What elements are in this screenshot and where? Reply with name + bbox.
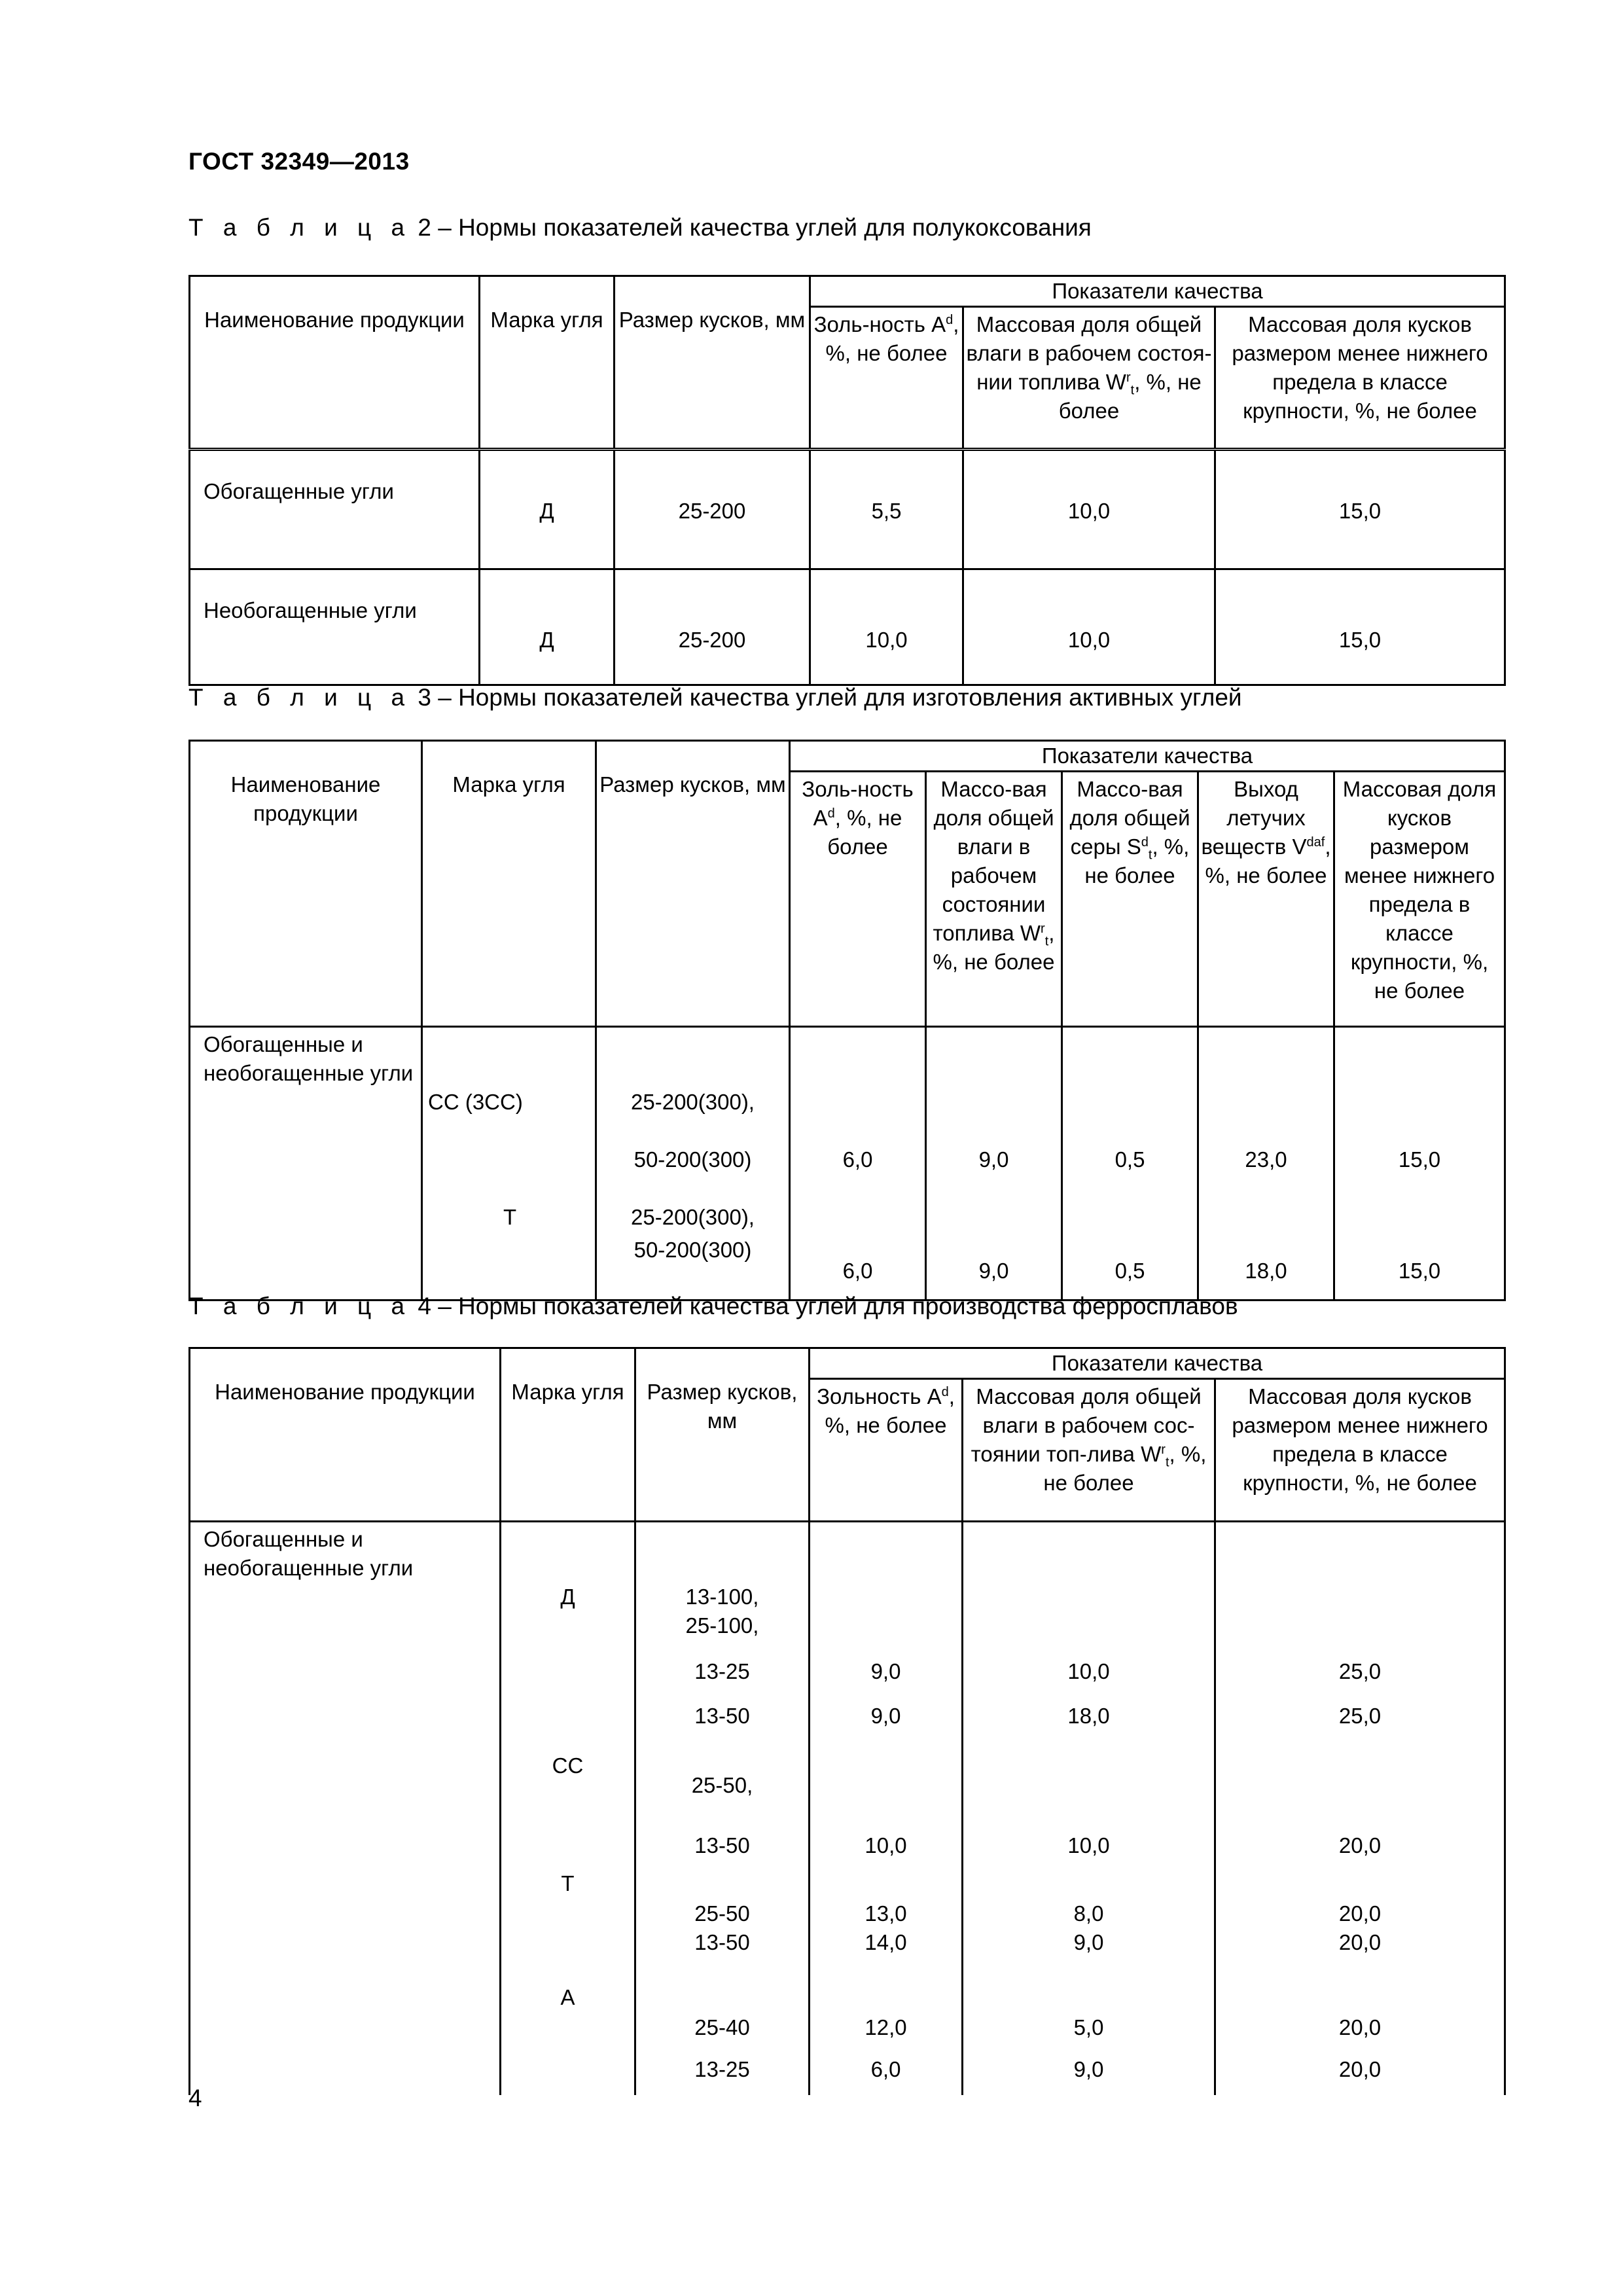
t4-lumps: 25,0 <box>1338 1659 1382 1683</box>
t3-cell-product: Обогащенные и необогащенные угли <box>190 1027 422 1300</box>
table-row <box>190 569 1505 685</box>
t2-header-ash: Золь-ность $A^d$, %, не более <box>810 307 963 450</box>
t4-cell-lumps <box>1215 1522 1505 2095</box>
t4-size: 13-25 <box>694 1659 750 1683</box>
t4-header-product: Наименование продукции <box>190 1348 501 1522</box>
t2-cell-lumps: 15,0 <box>1215 450 1505 569</box>
t4-header-moisture: Массовая доля общей влаги в рабочем сос-тоянии топ-лива $W^r_t$, %, не более <box>963 1379 1215 1522</box>
t4-header-quality: Показатели качества <box>810 1348 1505 1379</box>
t3-cell-lumps <box>1334 1027 1505 1300</box>
t3-lumps-2: 15,0 <box>1398 1259 1441 1283</box>
t4-size: 25-50, <box>691 1773 753 1797</box>
t3-cell-sulfur <box>1062 1027 1198 1300</box>
table-row <box>190 1027 1505 1300</box>
t3-sulfur-2: 0,5 <box>1115 1259 1145 1283</box>
table-row <box>190 1522 1505 2095</box>
t2-header-size: Размер кусков, мм <box>615 276 810 450</box>
t4-cell-ash <box>810 1522 963 2095</box>
t4-size: 13-100, <box>685 1585 759 1609</box>
t3-ash-2: 6,0 <box>842 1259 873 1283</box>
table-2-caption-text: 2 – Нормы показателей качества углей для полукоксования <box>418 214 1092 241</box>
t2-cell-lumps: 15,0 <box>1215 569 1505 685</box>
t3-ash-1: 6,0 <box>842 1147 873 1172</box>
t2-cell-grade: Д <box>480 569 615 685</box>
page-number: 4 <box>188 2085 202 2111</box>
t2-header-lumps: Массовая доля кусков размером менее нижнего предела в классе крупности, %, не более <box>1215 307 1505 450</box>
t2-cell-product: Необогащенные угли <box>190 569 480 685</box>
t4-size: 13-50 <box>694 1930 750 1954</box>
table-4-caption <box>188 1293 1238 1320</box>
table-4 <box>188 1347 1506 2095</box>
table-2-caption-word: Т а б л и ц а <box>188 214 412 241</box>
t3-header-sulfur: Массо-вая доля общей серы $S^d_t$, %, не более <box>1062 772 1198 1027</box>
t2-header-quality: Показатели качества <box>810 276 1505 307</box>
t4-moist: 18,0 <box>1067 1704 1110 1728</box>
t4-lumps: 20,0 <box>1338 1930 1382 1954</box>
t3-header-lumps: Массовая доля кусков размером менее нижнего предела в классе крупности, %, не более <box>1334 772 1505 1027</box>
t3-size-1b: 50-200(300) <box>633 1147 752 1172</box>
t3-header-ash: Золь-ность $A^d$, %, не более <box>790 772 926 1027</box>
t3-header-volatile: Выход летучих веществ $V^{daf}$, %, не более <box>1198 772 1334 1027</box>
t2-header-product: Наименование продукции <box>190 276 480 450</box>
t3-header-size: Размер кусков, мм <box>596 741 790 1027</box>
t4-grade-D: Д <box>560 1585 575 1609</box>
t3-cell-size <box>596 1027 790 1300</box>
t3-grade-2: Т <box>503 1205 517 1229</box>
t2-cell-size: 25-200 <box>615 450 810 569</box>
t3-header-grade: Марка угля <box>422 741 596 1027</box>
t4-cell-product: Обогащенные и необогащенные угли <box>190 1522 501 2095</box>
table-4-caption-text: 4 – Нормы показателей качества углей для производства ферросплавов <box>418 1293 1238 1319</box>
t2-cell-size: 25-200 <box>615 569 810 685</box>
t3-size-2a: 25-200(300), <box>631 1205 755 1229</box>
t4-lumps: 20,0 <box>1338 2057 1382 2081</box>
table-2 <box>188 275 1506 686</box>
t2-header-moisture: Массовая доля общей влаги в рабочем состоя-нии топлива $W^r_t$, %, не более <box>963 307 1215 450</box>
t4-moist: 10,0 <box>1067 1659 1110 1683</box>
t4-ash: 9,0 <box>870 1704 901 1728</box>
t4-ash: 13,0 <box>865 1901 907 1926</box>
t4-cell-moisture <box>963 1522 1215 2095</box>
t2-cell-ash: 10,0 <box>810 569 963 685</box>
t4-ash: 12,0 <box>865 2015 907 2039</box>
table-row <box>190 450 1505 569</box>
t2-cell-grade: Д <box>480 450 615 569</box>
t3-grade-1: СС (3СС) <box>428 1090 523 1114</box>
t3-cell-ash <box>790 1027 926 1300</box>
t4-lumps: 20,0 <box>1338 2015 1382 2039</box>
t4-lumps: 25,0 <box>1338 1704 1382 1728</box>
t2-cell-moisture: 10,0 <box>963 450 1215 569</box>
table-3 <box>188 740 1506 1301</box>
t4-grade-SS: СС <box>552 1753 584 1778</box>
t4-lumps: 20,0 <box>1338 1901 1382 1926</box>
t4-moist: 8,0 <box>1073 1901 1104 1926</box>
t3-moist-2: 9,0 <box>978 1259 1009 1283</box>
t3-cell-grade <box>422 1027 596 1300</box>
t4-moist: 9,0 <box>1073 2057 1104 2081</box>
t4-header-lumps: Массовая доля кусков размером менее нижнего предела в классе крупности, %, не более <box>1215 1379 1505 1522</box>
t4-cell-grade <box>501 1522 635 2095</box>
table-3-caption <box>188 684 1242 711</box>
t3-header-product: Наименование продукции <box>190 741 422 1027</box>
t3-size-1a: 25-200(300), <box>631 1090 755 1114</box>
t4-ash: 10,0 <box>865 1833 907 1857</box>
t2-cell-moisture: 10,0 <box>963 569 1215 685</box>
t3-size-2b: 50-200(300) <box>633 1238 752 1262</box>
t4-ash: 9,0 <box>870 1659 901 1683</box>
t3-sulfur-1: 0,5 <box>1115 1147 1145 1172</box>
t2-header-grade: Марка угля <box>480 276 615 450</box>
t3-cell-volatile <box>1198 1027 1334 1300</box>
t4-size: 25-50 <box>694 1901 750 1926</box>
t2-cell-ash: 5,5 <box>810 450 963 569</box>
table-2-caption <box>188 214 1092 242</box>
t3-header-moisture: Массо-вая доля общей влаги в рабочем состоянии топлива $W^r_t$, %, не более <box>926 772 1062 1027</box>
t3-volatile-1: 23,0 <box>1245 1147 1287 1172</box>
document-title: ГОСТ 32349—2013 <box>188 148 410 175</box>
t4-header-size: Размер кусков, мм <box>635 1348 810 1522</box>
t3-header-quality: Показатели качества <box>790 741 1505 772</box>
t4-size: 13-50 <box>694 1833 750 1857</box>
t4-ash: 6,0 <box>870 2057 901 2081</box>
t3-cell-moisture <box>926 1027 1062 1300</box>
t3-moist-1: 9,0 <box>978 1147 1009 1172</box>
t4-moist: 10,0 <box>1067 1833 1110 1857</box>
table-3-caption-word: Т а б л и ц а <box>188 684 412 711</box>
t4-grade-T: Т <box>561 1871 575 1895</box>
t4-size: 13-50 <box>694 1704 750 1728</box>
t3-lumps-1: 15,0 <box>1398 1147 1441 1172</box>
t4-header-grade: Марка угля <box>501 1348 635 1522</box>
t3-volatile-2: 18,0 <box>1245 1259 1287 1283</box>
t4-size: 25-40 <box>694 2015 750 2039</box>
table-3-caption-text: 3 – Нормы показателей качества углей для изготовления активных углей <box>418 684 1242 711</box>
t2-cell-product: Обогащенные угли <box>190 450 480 569</box>
t4-lumps: 20,0 <box>1338 1833 1382 1857</box>
t4-size: 13-25 <box>694 2057 750 2081</box>
t4-header-ash: Зольность $A^d$, %, не более <box>810 1379 963 1522</box>
t4-moist: 5,0 <box>1073 2015 1104 2039</box>
t4-grade-A: А <box>560 1985 575 2009</box>
t4-ash: 14,0 <box>865 1930 907 1954</box>
t4-cell-size <box>635 1522 810 2095</box>
table-4-caption-word: Т а б л и ц а <box>188 1293 412 1319</box>
t4-moist: 9,0 <box>1073 1930 1104 1954</box>
t4-size: 25-100, <box>685 1613 759 1638</box>
